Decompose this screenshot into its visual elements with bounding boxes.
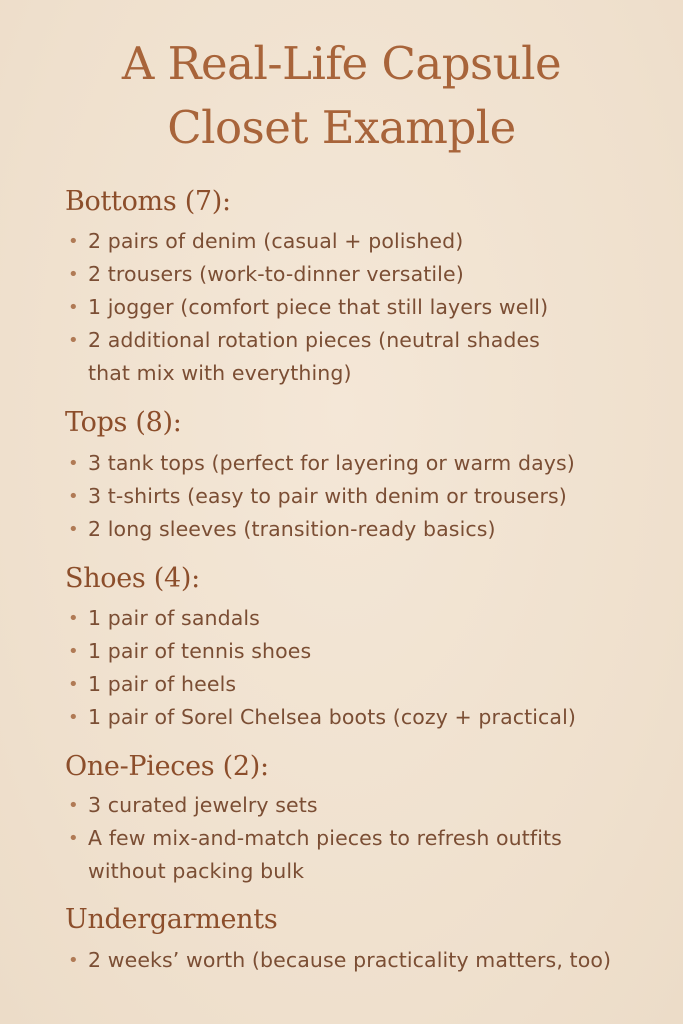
section-list-undergarments bbox=[0, 944, 648, 977]
list-item bbox=[0, 258, 648, 291]
list-item bbox=[0, 822, 648, 888]
list-item bbox=[0, 668, 648, 701]
bullet: • bbox=[68, 641, 79, 662]
bullet: • bbox=[68, 707, 79, 728]
list-item bbox=[0, 701, 648, 734]
list-item bbox=[0, 291, 648, 324]
list-item bbox=[0, 225, 648, 258]
list-item-text: 2 weeks’ worth (because practicality matters, too) bbox=[88, 948, 612, 972]
bullet: • bbox=[68, 519, 79, 540]
bullet: • bbox=[68, 231, 79, 252]
bullet: • bbox=[68, 486, 79, 507]
list-item bbox=[0, 944, 648, 977]
bullet: • bbox=[68, 297, 79, 318]
list-item-text: 2 additional rotation pieces (neutral shades bbox=[88, 328, 540, 352]
title-line-2: Closet Example bbox=[167, 101, 516, 154]
list-item-text: 1 pair of sandals bbox=[88, 606, 260, 630]
section-heading-bottoms: Bottoms (7): bbox=[65, 186, 231, 217]
section-heading-undergarments: Undergarments bbox=[65, 904, 278, 935]
list-item bbox=[0, 789, 648, 822]
list-item-text: 2 trousers (work-to-dinner versatile) bbox=[88, 262, 464, 286]
bullet: • bbox=[68, 674, 79, 695]
list-item-text-continued: that mix with everything) bbox=[88, 361, 352, 385]
list-item bbox=[0, 480, 648, 513]
list-item-text: 2 long sleeves (transition-ready basics) bbox=[88, 517, 496, 541]
list-item bbox=[0, 635, 648, 668]
bullet: • bbox=[68, 330, 79, 351]
list-item-text: 3 tank tops (perfect for layering or warm days) bbox=[88, 451, 575, 475]
list-item-text: 1 pair of heels bbox=[88, 672, 237, 696]
list-item-text: 3 curated jewelry sets bbox=[88, 793, 318, 817]
bullet: • bbox=[68, 264, 79, 285]
section-list-one-pieces bbox=[0, 789, 648, 888]
bullet: • bbox=[68, 795, 79, 816]
list-item bbox=[0, 602, 648, 635]
title-line-1: A Real-Life Capsule bbox=[121, 37, 562, 90]
bullet: • bbox=[68, 828, 79, 849]
list-item-text: 1 jogger (comfort piece that still layers well) bbox=[88, 295, 549, 319]
section-heading-shoes: Shoes (4): bbox=[65, 563, 200, 594]
list-item bbox=[0, 513, 648, 546]
list-item bbox=[0, 324, 648, 390]
list-item-text: 1 pair of Sorel Chelsea boots (cozy + practical) bbox=[88, 705, 576, 729]
bullet: • bbox=[68, 950, 79, 971]
bullet: • bbox=[68, 608, 79, 629]
list-item-text: A few mix-and-match pieces to refresh outfits bbox=[88, 826, 562, 850]
section-list-shoes bbox=[0, 602, 648, 734]
list-item-text-continued: without packing bulk bbox=[88, 859, 305, 883]
section-list-bottoms bbox=[0, 225, 648, 390]
bullet: • bbox=[68, 453, 79, 474]
section-list-tops bbox=[0, 447, 648, 546]
section-heading-one-pieces: One-Pieces (2): bbox=[65, 751, 269, 782]
list-item bbox=[0, 447, 648, 480]
list-item-text: 2 pairs of denim (casual + polished) bbox=[88, 229, 464, 253]
list-item-text: 1 pair of tennis shoes bbox=[88, 639, 312, 663]
section-heading-tops: Tops (8): bbox=[65, 407, 182, 438]
list-item-text: 3 t-shirts (easy to pair with denim or trousers) bbox=[88, 484, 567, 508]
